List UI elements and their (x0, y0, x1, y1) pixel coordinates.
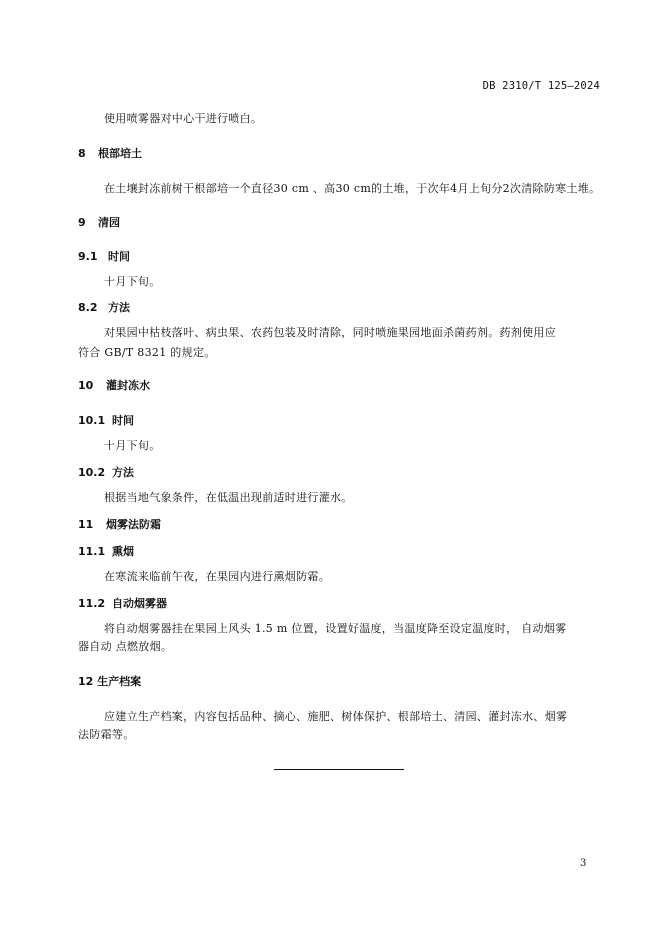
paragraph-8: 在土壤封冻前树干根部培一个直径30 cm 、高30 cm的土堆，于次年4月上旬分2次清除防寒土堆。 (104, 182, 601, 195)
paragraph-11-2-line1: 将自动烟雾器挂在果园上风头 1.5 m 位置，设置好温度，当温度降至设定温度时， 自动烟雾 (104, 622, 567, 635)
section-9-heading (78, 214, 120, 230)
section-number: 9.1 (78, 250, 98, 263)
section-8-2-heading (78, 299, 130, 315)
section-title: 时间 (108, 250, 130, 263)
section-number: 8.2 (78, 301, 98, 314)
section-number: 9 (78, 216, 86, 229)
paragraph-12-line2: 法防霜等。 (78, 728, 135, 741)
document-code: DB 2310/T 125—2024 (482, 80, 600, 92)
section-title: 根部培土 (98, 147, 142, 160)
section-12-heading: 12 生产档案 (78, 675, 142, 688)
section-number: 8 (78, 147, 86, 160)
section-number: 11 (78, 518, 94, 531)
section-number: 10 (78, 379, 94, 392)
section-8-heading (78, 145, 142, 161)
section-title: 自动烟雾器 (112, 597, 167, 610)
section-11-1-heading (78, 543, 134, 559)
section-number: 10.1 (78, 414, 106, 427)
paragraph-8-2-line2: 符合 GB/T 8321 的规定。 (78, 346, 216, 359)
paragraph-10-2: 根据当地气象条件，在低温出现前适时进行灌水。 (104, 491, 353, 504)
paragraph-10-1: 十月下旬。 (104, 439, 161, 452)
section-title: 灌封冻水 (106, 379, 150, 392)
section-number: 11.1 (78, 545, 106, 558)
section-10-2-heading (78, 464, 134, 480)
section-title: 清园 (98, 216, 120, 229)
section-10-1-heading (78, 412, 134, 428)
paragraph-11-1: 在寒流来临前午夜，在果园内进行熏烟防霜。 (104, 570, 330, 583)
section-10-heading (78, 377, 150, 393)
section-number: 11.2 (78, 597, 106, 610)
paragraph-8-2-line1: 对果园中枯枝落叶、病虫果、农药包装及时清除，同时喷施果园地面杀菌药剂。药剂使用应 (104, 326, 556, 339)
section-11-2-heading (78, 595, 167, 611)
paragraph-whitewash: 使用喷雾器对中心干进行喷白。 (104, 112, 263, 125)
section-number: 10.2 (78, 466, 106, 479)
page-number: 3 (580, 858, 587, 869)
section-title: 方法 (112, 466, 134, 479)
section-title: 熏烟 (112, 545, 134, 558)
section-title: 烟雾法防霜 (106, 518, 161, 531)
end-rule (274, 769, 404, 770)
section-9-1-heading (78, 248, 130, 264)
paragraph-11-2-line2: 器自动 点燃放烟。 (78, 640, 173, 653)
section-title: 时间 (112, 414, 134, 427)
section-title: 方法 (108, 301, 130, 314)
section-11-heading (78, 516, 161, 532)
paragraph-9-1: 十月下旬。 (104, 275, 161, 288)
paragraph-12-line1: 应建立生产档案，内容包括品种、摘心、施肥、树体保护、根部培土、清园、灌封冻水、烟雾 (104, 710, 568, 723)
